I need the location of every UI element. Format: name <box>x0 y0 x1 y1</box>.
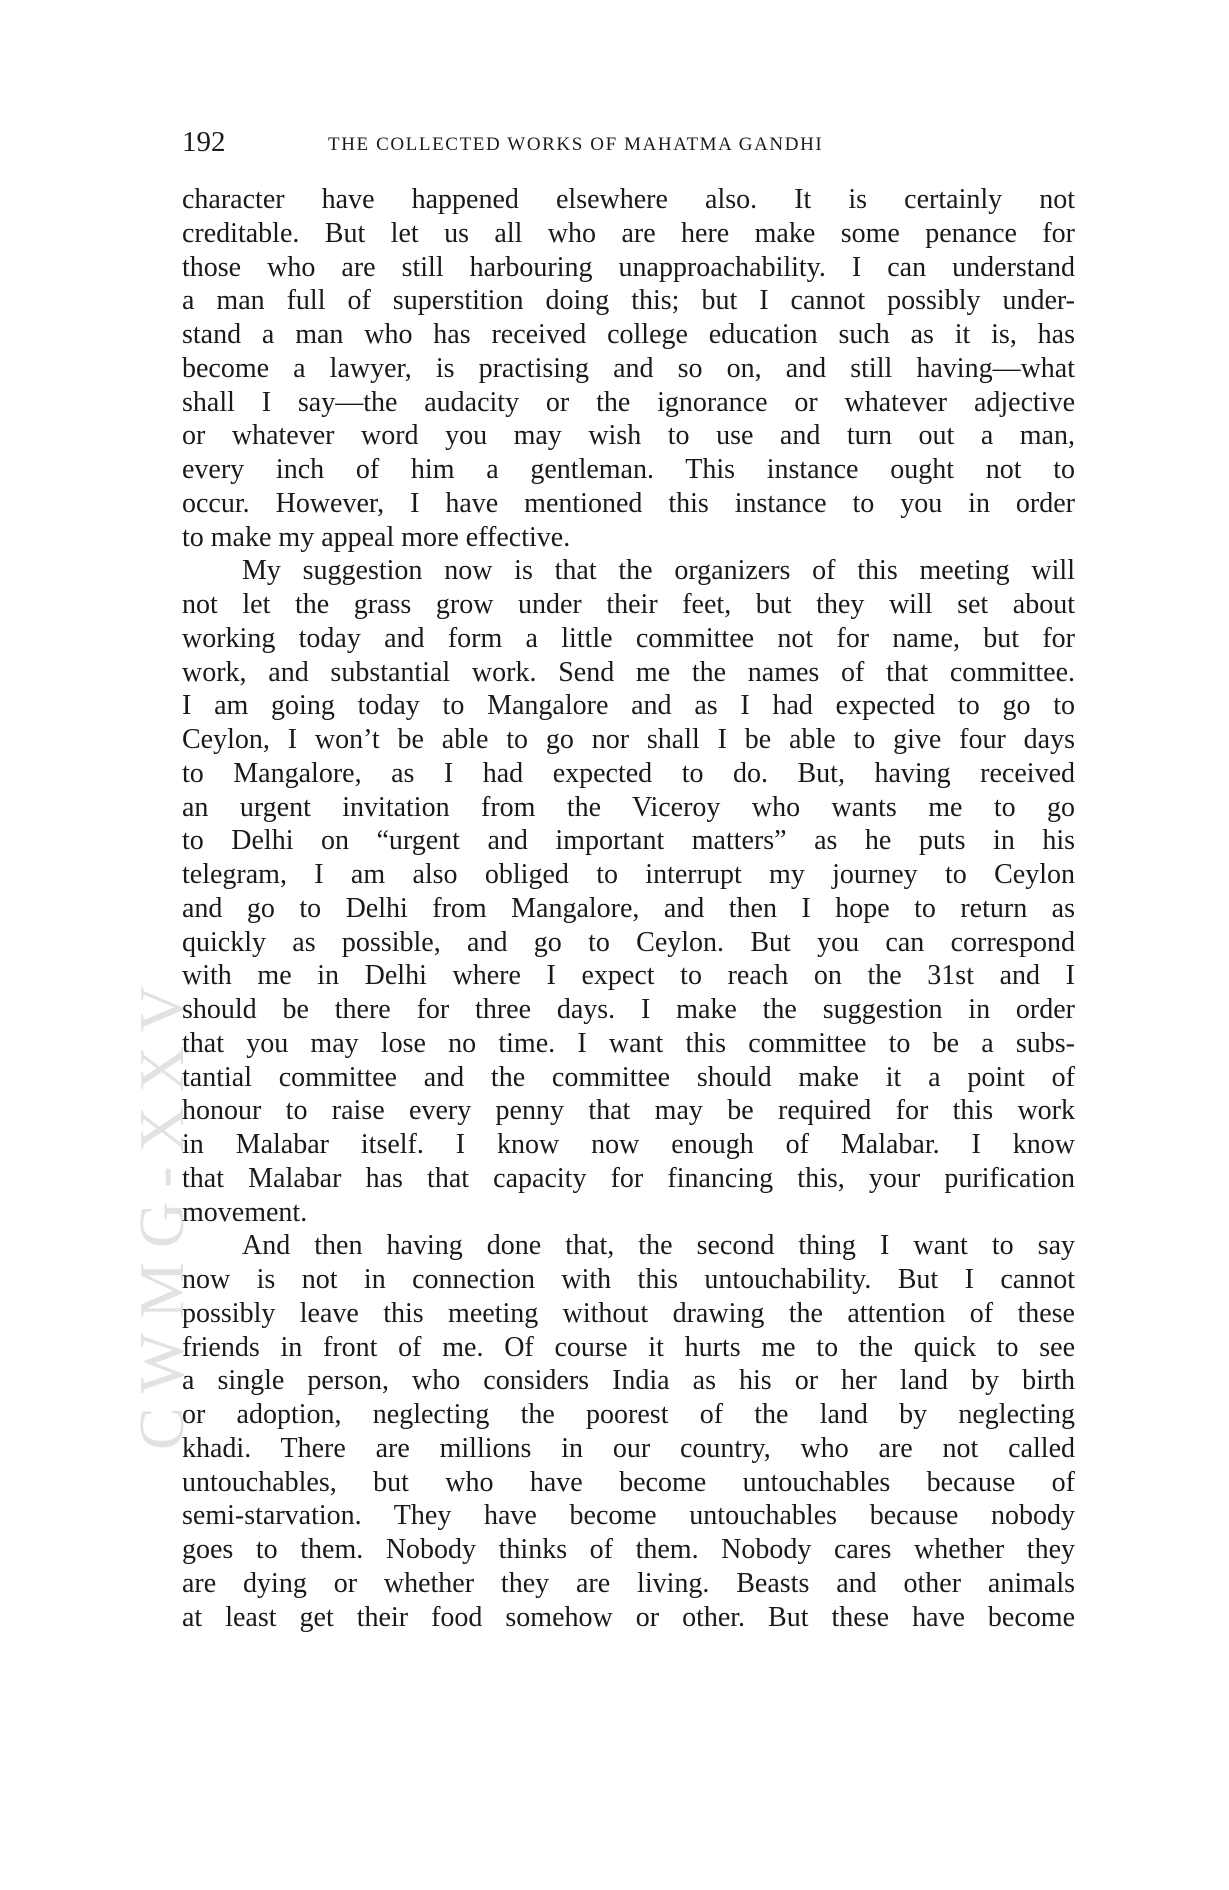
text-line: an urgent invitation from the Viceroy who wants me to go <box>182 791 1075 823</box>
text-line: or adoption, neglecting the poorest of the land by neglecting <box>182 1399 1075 1430</box>
text-line: to make my appeal more effective. <box>182 521 571 553</box>
text-line: shall I say—the audacity or the ignorance or whatever adjective <box>182 386 1075 418</box>
text-line: movement. <box>182 1196 308 1228</box>
text-line: that Malabar has that capacity for financing this, your purification <box>182 1162 1075 1194</box>
body-text <box>182 183 1075 1634</box>
text-line: Ceylon, I won’t be able to go nor shall I be able to give four days <box>182 724 1075 755</box>
page-number: 192 <box>182 126 226 158</box>
text-line: working today and form a little committee not for name, but for <box>182 622 1075 654</box>
running-title: THE COLLECTED WORKS OF MAHATMA GANDHI <box>328 134 824 155</box>
text-line: My suggestion now is that the organizers of this meeting will <box>242 555 1075 587</box>
text-line: to Mangalore, as I had expected to do. But, having received <box>182 757 1075 789</box>
text-line: every inch of him a gentleman. This instance ought not to <box>182 454 1075 485</box>
text-line: should be there for three days. I make the suggestion in order <box>182 994 1075 1025</box>
text-line: a single person, who considers India as his or her land by birth <box>182 1365 1075 1397</box>
watermark: CWMG-XXV <box>126 971 197 1450</box>
text-line: semi-starvation. They have become untouchables because nobody <box>182 1500 1075 1532</box>
text-line: a man full of superstition doing this; but I cannot possibly under- <box>182 285 1075 317</box>
text-line: are dying or whether they are living. Beasts and other animals <box>182 1567 1075 1599</box>
text-line: character have happened elsewhere also. It is certainly not <box>182 184 1075 215</box>
text-line: And then having done that, the second thing I want to say <box>242 1230 1075 1262</box>
text-line: or whatever word you may wish to use and turn out a man, <box>182 420 1075 452</box>
text-line: untouchables, but who have become untouchables because of <box>182 1466 1075 1498</box>
text-line: khadi. There are millions in our country, who are not called <box>182 1432 1075 1464</box>
text-line: occur. However, I have mentioned this instance to you in order <box>182 487 1075 519</box>
text-line: those who are still harbouring unapproachability. I can understand <box>182 251 1075 283</box>
text-line: with me in Delhi where I expect to reach on the 31st and I <box>182 960 1075 992</box>
text-line: quickly as possible, and go to Ceylon. But you can correspond <box>182 926 1075 958</box>
text-line: goes to them. Nobody thinks of them. Nobody cares whether they <box>182 1534 1075 1565</box>
text-line: to Delhi on “urgent and important matters” as he puts in his <box>182 825 1075 857</box>
text-line: I am going today to Mangalore and as I had expected to go to <box>182 690 1075 722</box>
text-line: now is not in connection with this untouchability. But I cannot <box>182 1264 1075 1295</box>
text-line: not let the grass grow under their feet, but they will set about <box>182 589 1075 620</box>
text-line: possibly leave this meeting without drawing the attention of these <box>182 1297 1075 1329</box>
text-line: stand a man who has received college education such as it is, has <box>182 319 1075 350</box>
text-line: honour to raise every penny that may be required for this work <box>182 1095 1075 1127</box>
text-line: become a lawyer, is practising and so on, and still having—what <box>182 352 1075 384</box>
text-line: work, and substantial work. Send me the names of that committee. <box>182 656 1075 688</box>
text-line: and go to Delhi from Mangalore, and then I hope to return as <box>182 892 1075 924</box>
text-line: at least get their food somehow or other. But these have become <box>182 1601 1075 1633</box>
text-line: creditable. But let us all who are here make some penance for <box>182 217 1075 249</box>
text-line: in Malabar itself. I know now enough of Malabar. I know <box>182 1129 1075 1160</box>
text-line: tantial committee and the committee should make it a point of <box>182 1061 1075 1093</box>
text-line: telegram, I am also obliged to interrupt my journey to Ceylon <box>182 859 1075 890</box>
text-line: friends in front of me. Of course it hurts me to the quick to see <box>182 1331 1075 1363</box>
text-line: that you may lose no time. I want this committee to be a subs- <box>182 1027 1075 1059</box>
